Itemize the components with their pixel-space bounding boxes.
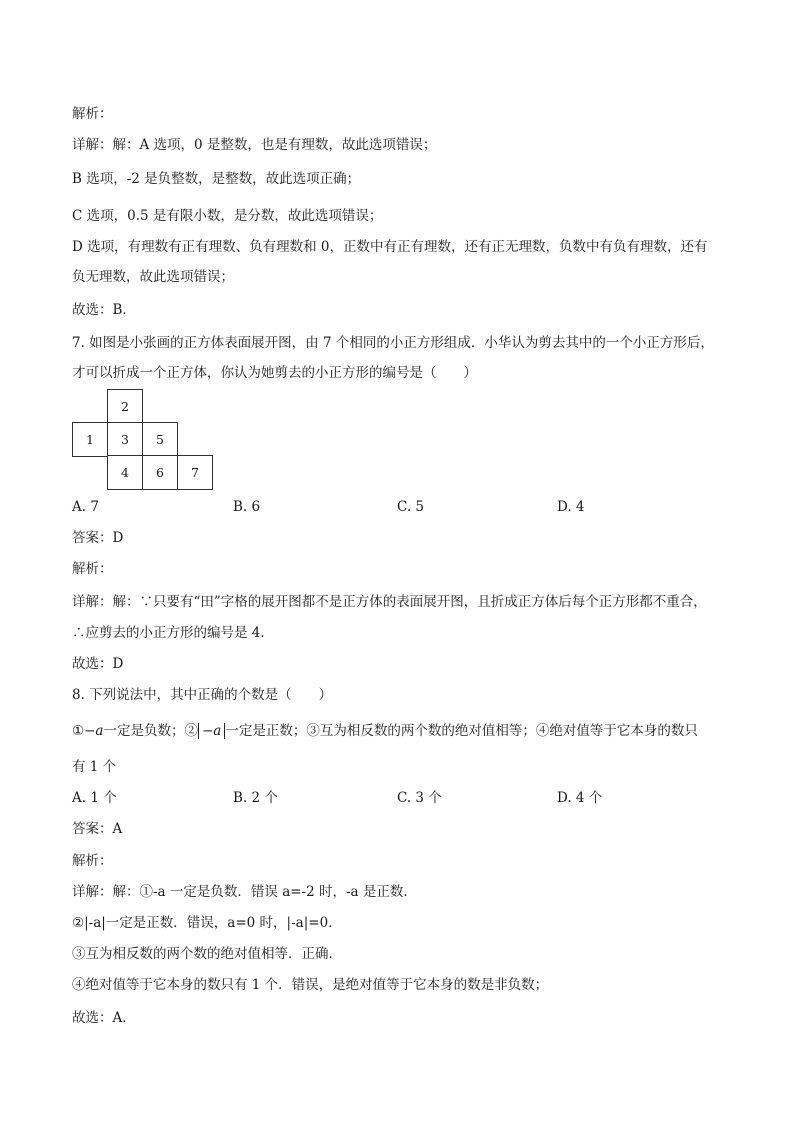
q7-option-b: B. 6 <box>233 499 261 515</box>
q8-s1-expr: −a <box>84 723 104 739</box>
q8-s1-prefix: ① <box>72 723 85 739</box>
net-square-3: 3 <box>107 422 143 457</box>
q8-detail-2: ②|-a|一定是正数．错误，a=0 时，|-a|=0． <box>72 915 342 931</box>
q6-choice: 故选：B． <box>72 302 136 318</box>
net-square-4: 4 <box>107 455 143 490</box>
q7-option-d: D. 4 <box>557 499 585 515</box>
q7-analysis-label: 解析： <box>72 561 113 577</box>
q6-detail-4a: D 选项，有理数有正有理数、负有理数和 0，正数中有正有理数，还有正无理数，负数中有负有理数，还有 <box>72 239 708 255</box>
net-square-1: 1 <box>72 422 108 457</box>
net-square-6: 6 <box>142 455 178 490</box>
q7-option-a: A. 7 <box>72 499 99 515</box>
q8-s2-suffix: 一定是正数；③互为相反数的两个数的绝对值相等；④绝对值等于它本身的数只 <box>225 723 698 739</box>
q7-stem-2: 才可以折成一个正方体，你认为她剪去的小正方形的编号是（ ） <box>72 365 477 381</box>
q7-choice: 故选：D <box>72 656 124 672</box>
q6-analysis-label: 解析： <box>72 106 113 122</box>
q8-s1-suffix: 一定是负数；② <box>103 723 198 739</box>
q8-detail-3: ③互为相反数的两个数的绝对值相等．正确． <box>72 946 342 962</box>
q7-stem-1: 7. 如图是小张画的正方体表面展开图，由 7 个相同的小正方形组成．小华认为剪去其中的一个小正方形后， <box>72 335 714 351</box>
q7-detail-1: 详解：解：∵只要有“田”字格的展开图都不是正方体的表面展开图，且折成正方体后每个正方形都不重合， <box>72 594 707 610</box>
net-square-7: 7 <box>177 455 213 490</box>
q6-detail-4b: 负无理数，故此选项错误； <box>72 269 234 285</box>
q7-answer: 答案：D <box>72 530 124 546</box>
q6-detail-2: B 选项，-2 是负整数，是整数，故此选项正确； <box>72 171 361 187</box>
q8-s2-abs-expr: −a <box>198 723 225 739</box>
cube-net-figure <box>72 389 214 491</box>
q7-option-c: C. 5 <box>397 499 425 515</box>
q8-stem: 8. 下列说法中，其中正确的个数是（ ） <box>72 687 333 703</box>
q8-option-b: B. 2 个 <box>233 790 278 806</box>
q8-option-c: C. 3 个 <box>397 790 442 806</box>
q6-detail-1: 详解：解：A 选项，0 是整数，也是有理数，故此选项错误； <box>72 137 437 153</box>
q8-answer: 答案：A <box>72 821 123 837</box>
q7-detail-2: ∴应剪去的小正方形的编号是 4． <box>72 625 274 641</box>
q8-analysis-label: 解析： <box>72 853 113 869</box>
q8-s4-tail: 有 1 个 <box>72 759 117 775</box>
net-square-2: 2 <box>107 389 143 424</box>
q8-detail-1: 详解：解：①-a 一定是负数．错误 a=-2 时，-a 是正数． <box>72 884 417 900</box>
q8-detail-4: ④绝对值等于它本身的数只有 1 个．错误，是绝对值等于它本身的数是非负数； <box>72 977 549 993</box>
q8-choice: 故选：A． <box>72 1010 136 1026</box>
q6-detail-3: C 选项，0.5 是有限小数，是分数，故此选项错误； <box>72 208 383 224</box>
q8-statements <box>72 721 698 741</box>
net-square-5: 5 <box>142 422 178 457</box>
q8-option-d: D. 4 个 <box>557 790 603 806</box>
q8-option-a: A. 1 个 <box>72 790 117 806</box>
